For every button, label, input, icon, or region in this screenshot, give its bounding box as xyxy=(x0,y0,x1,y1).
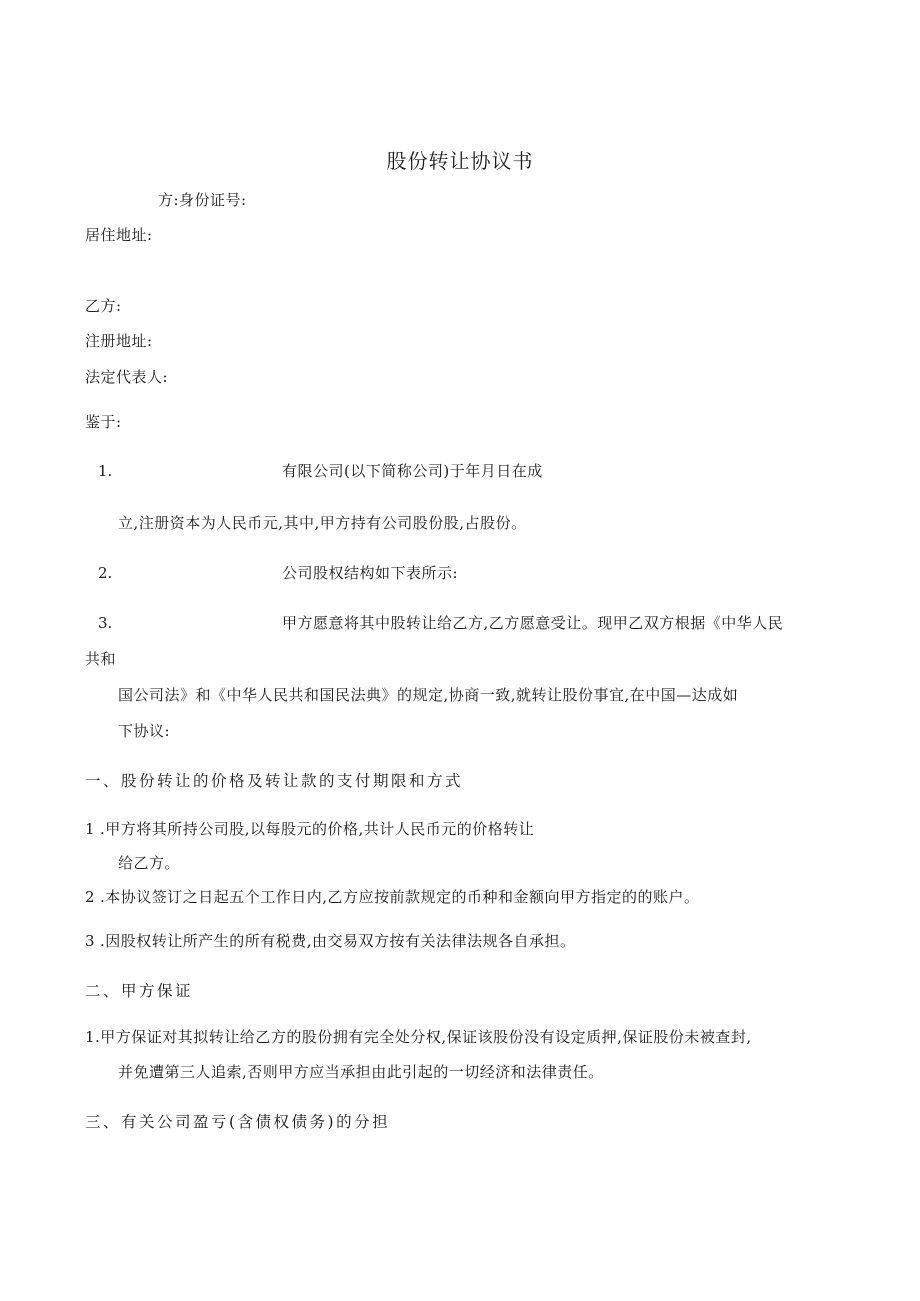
recital-3-text-end: 下协议: xyxy=(118,722,171,740)
party-b-legal-representative: 法定代表人: xyxy=(85,368,169,386)
section-1-clause-1-text: .甲方将其所持公司股,以每股元的价格,共计人民币元的价格转让 xyxy=(100,820,535,838)
section-3-heading: 三、有关公司盈亏(含债权债务)的分担 xyxy=(85,1113,391,1131)
recital-1-text-cont: 立,注册资本为人民币元,其中,甲方持有公司股份股,占股份。 xyxy=(118,514,527,532)
section-2-clause-1-text: 1.甲方保证对其拟转让给乙方的股份拥有完全处分权,保证该股份没有设定质押,保证股份未被查封, xyxy=(85,1028,752,1046)
section-1-clause-2-number: 2 xyxy=(85,888,95,906)
section-2-heading: 二、甲方保证 xyxy=(85,982,194,1000)
recital-1-text: 有限公司(以下简称公司)于年月日在成 xyxy=(282,462,543,480)
party-b: 乙方: xyxy=(85,297,122,315)
recital-3-text-cont: 国公司法》和《中华人民共和国民法典》的规定,协商一致,就转让股份事宜,在中国—达成如 xyxy=(118,686,739,704)
section-1-clause-3-text: .因股权转让所产生的所有税费,由交易双方按有关法律法规各自承担。 xyxy=(100,932,576,950)
section-1-heading: 一、股份转让的价格及转让款的支付期限和方式 xyxy=(85,772,464,790)
whereas-label: 鉴于: xyxy=(85,413,122,431)
recital-3-number: 3. xyxy=(98,614,113,632)
section-2-clause-1-text-cont: 并免遭第三人追索,否则甲方应当承担由此引起的一切经济和法律责任。 xyxy=(118,1063,604,1081)
recital-2-number: 2. xyxy=(98,564,113,582)
document-title: 股份转让协议书 xyxy=(386,149,534,173)
party-a-address: 居住地址: xyxy=(85,226,153,244)
section-1-clause-3-number: 3 xyxy=(85,932,95,950)
party-b-registered-address: 注册地址: xyxy=(85,332,153,350)
recital-3-text: 甲方愿意将其中股转让给乙方,乙方愿意受让。现甲乙双方根据《中华人民 xyxy=(282,614,784,632)
recital-2-text: 公司股权结构如下表所示: xyxy=(282,564,459,582)
party-a-id-line: 方:身份证号: xyxy=(158,191,247,209)
section-1-clause-1-number: 1 xyxy=(85,820,95,838)
section-1-clause-1-text-cont: 给乙方。 xyxy=(118,854,181,872)
recital-3-text-wrap: 共和 xyxy=(85,650,117,668)
recital-1-number: 1. xyxy=(98,462,113,480)
section-1-clause-2-text: .本协议签订之日起五个工作日内,乙方应按前款规定的币种和金额向甲方指定的的账户。 xyxy=(100,888,700,906)
